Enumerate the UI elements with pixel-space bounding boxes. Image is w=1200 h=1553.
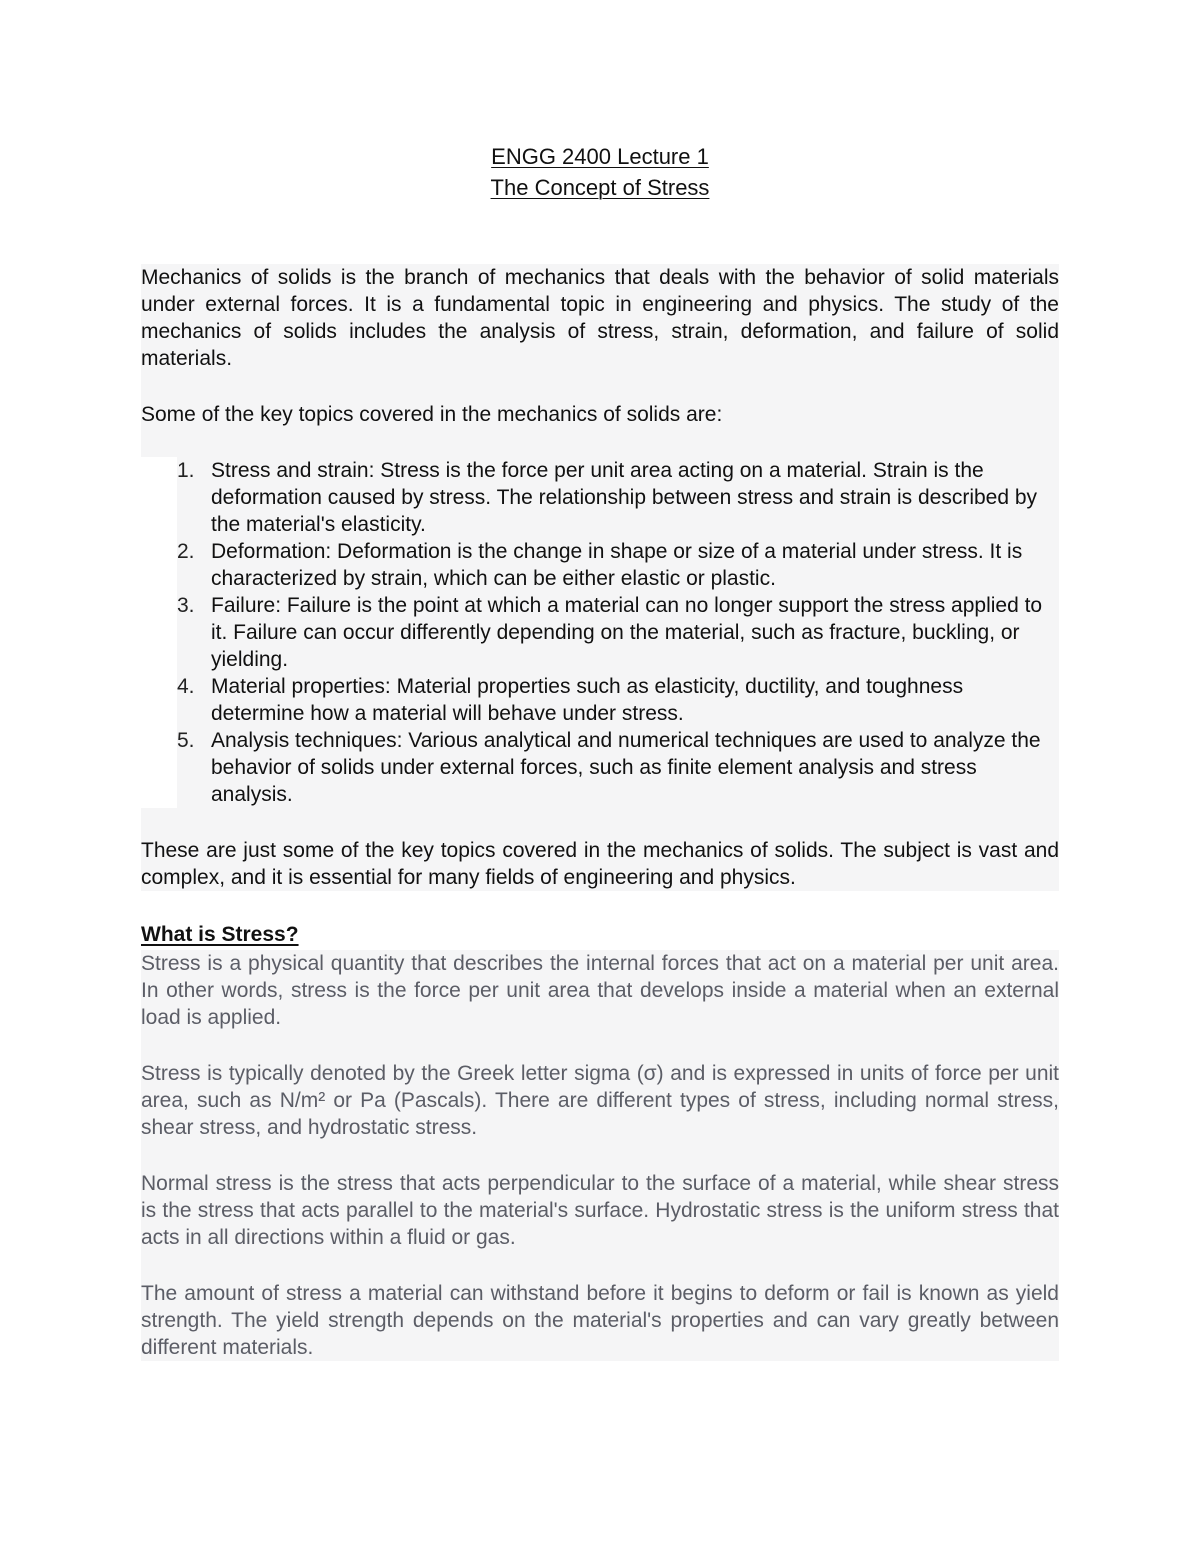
list-item [177,457,1059,538]
intro-section [141,264,1059,457]
list-item [177,727,1059,808]
list-item-number: 1. [177,459,195,482]
list-item [177,592,1059,673]
closing-section [141,808,1059,891]
list-item-text: Deformation: Deformation is the change in shape or size of a material under stress. It is characterized by strain, which can be either elastic or plastic. [211,540,1023,590]
closing-paragraph: These are just some of the key topics covered in the mechanics of solids. The subject is vast and complex, and it is essential for many fields of engineering and physics. [141,839,1059,889]
document-body [141,264,1059,1361]
document-title-block [0,141,1200,203]
stress-paragraph: The amount of stress a material can withstand before it begins to deform or fail is known as yield strength. The yield strength depends on the material's properties and can vary greatly between different materials. [141,1282,1059,1359]
topics-lead-text: Some of the key topics covered in the mechanics of solids are: [141,403,723,426]
list-item [177,538,1059,592]
course-title: ENGG 2400 Lecture 1 [491,144,709,169]
list-item-number: 5. [177,729,195,752]
lecture-topic-title: The Concept of Stress [490,175,710,200]
stress-paragraph: Stress is a physical quantity that describes the internal forces that act on a material per unit area. In other words, stress is the force per unit area that develops inside a material when an external load is applied. [141,952,1059,1029]
stress-section [141,950,1059,1361]
topics-list [177,457,1059,808]
stress-paragraph: Stress is typically denoted by the Greek letter sigma (σ) and is expressed in units of force per unit area, such as N/m² or Pa (Pascals). There are different types of stress, including normal stress, shear stress, and hydrostatic stress. [141,1062,1059,1139]
list-item-text: Failure: Failure is the point at which a material can no longer support the stress applied to it. Failure can occur differently depending on the material, such as fracture, buckling, or yielding. [211,594,1043,671]
stress-paragraph: Normal stress is the stress that acts perpendicular to the surface of a material, while shear stress is the stress that acts parallel to the material's surface. Hydrostatic stress is the uniform stress that acts in all directions within a fluid or gas. [141,1172,1059,1249]
list-item-text: Stress and strain: Stress is the force per unit area acting on a material. Strain is the deformation caused by stress. The relationship between stress and strain is described by the material's elasticity. [211,459,1038,536]
list-item-number: 2. [177,540,195,563]
intro-paragraph: Mechanics of solids is the branch of mechanics that deals with the behavior of solid materials under external forces. It is a fundamental topic in engineering and physics. The study of the mechanics of solids includes the analysis of stress, strain, deformation, and failure of solid materials. [141,266,1059,370]
list-item-number: 4. [177,675,195,698]
section-heading-what-is-stress: What is Stress? [141,923,299,946]
topics-list-container [177,457,1059,808]
list-item-text: Analysis techniques: Various analytical and numerical techniques are used to analyze the behavior of solids under external forces, such as finite element analysis and stress analysis. [211,729,1041,806]
list-item [177,673,1059,727]
list-item-text: Material properties: Material properties such as elasticity, ductility, and toughness determine how a material will behave under stress. [211,675,964,725]
list-item-number: 3. [177,594,195,617]
